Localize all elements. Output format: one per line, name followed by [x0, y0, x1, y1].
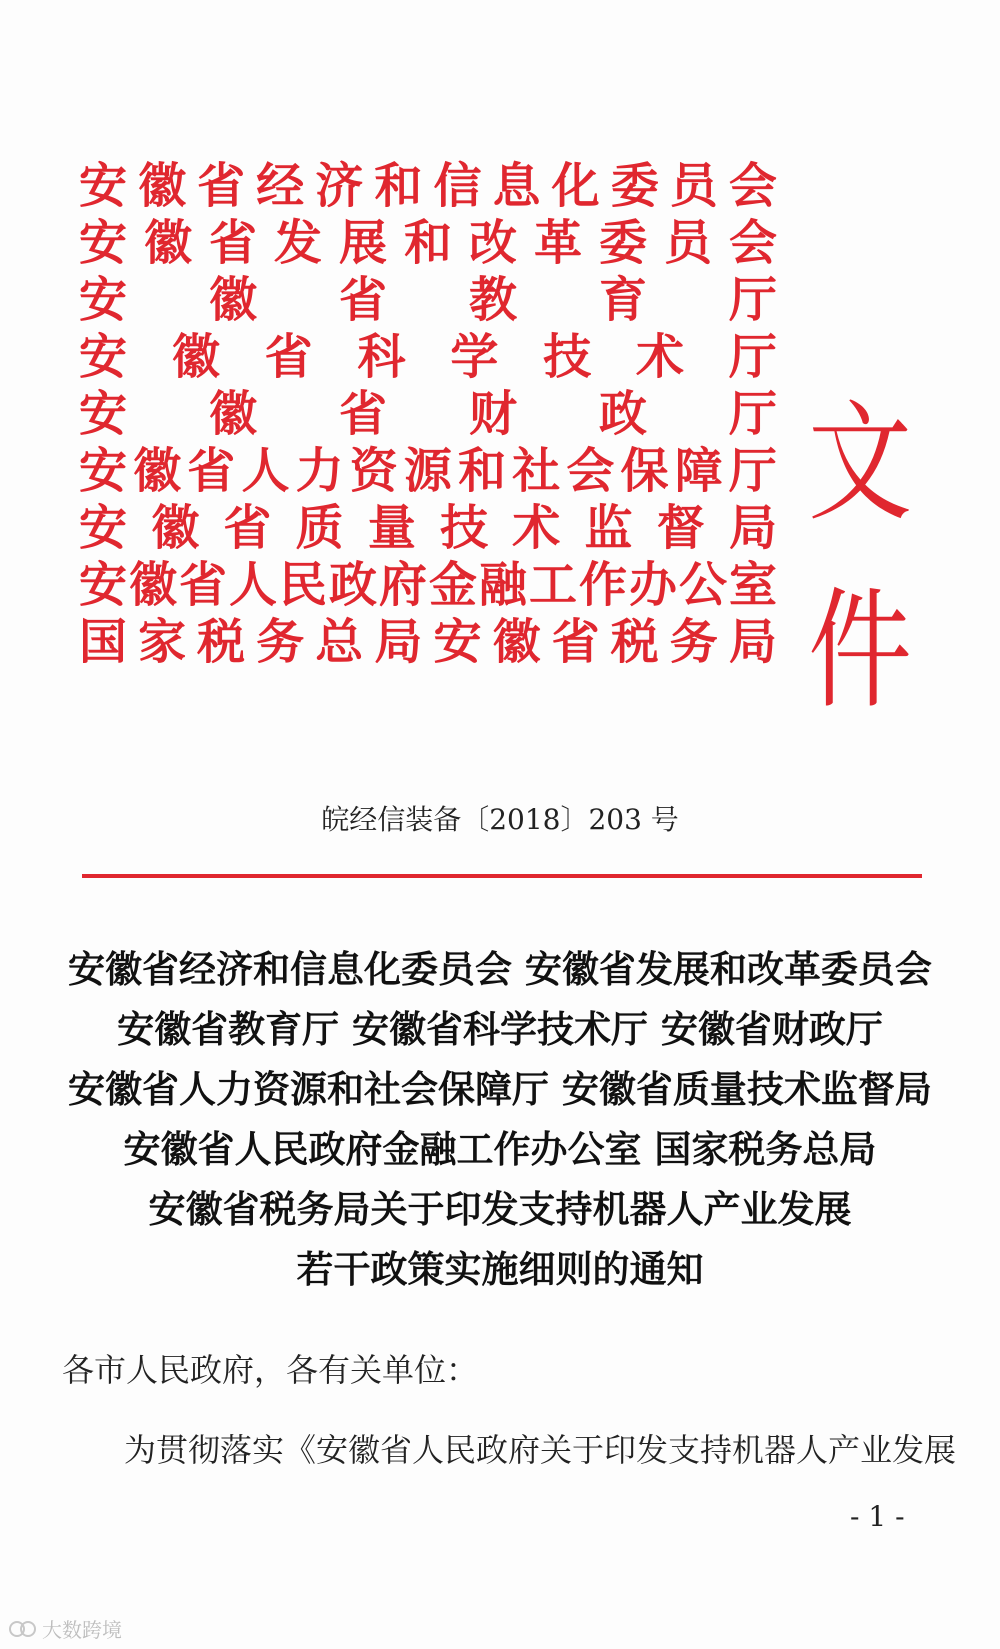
agency-char: 税 [197, 614, 246, 670]
agency-line [78, 329, 778, 386]
agency-char: 公 [678, 557, 727, 613]
agency-char: 徽 [151, 500, 200, 556]
agency-char: 省 [551, 614, 600, 670]
agency-char: 国 [78, 614, 127, 670]
agency-char: 徽 [208, 386, 257, 442]
agency-char: 厅 [728, 443, 777, 499]
agency-char: 力 [295, 443, 344, 499]
agency-char: 和 [403, 215, 452, 271]
agency-char: 会 [728, 215, 777, 271]
agency-char: 息 [492, 158, 541, 214]
agency-line [78, 443, 778, 500]
agency-char: 省 [264, 329, 313, 385]
agency-char: 厅 [728, 272, 777, 328]
agency-char: 安 [78, 272, 127, 328]
agency-line [78, 386, 778, 443]
agency-char: 员 [663, 215, 712, 271]
title-line: 安徽省人民政府金融工作办公室 国家税务总局 [123, 1128, 877, 1171]
agency-line [78, 614, 778, 671]
agency-char: 社 [512, 443, 561, 499]
agency-char: 安 [78, 500, 127, 556]
agency-char: 展 [338, 215, 387, 271]
agency-char: 务 [669, 614, 718, 670]
issuing-agencies-header [78, 158, 778, 671]
agency-char: 安 [78, 215, 127, 271]
agency-char: 家 [138, 614, 187, 670]
agency-char: 办 [628, 557, 677, 613]
agency-char: 员 [669, 158, 718, 214]
agency-char: 量 [367, 500, 416, 556]
agency-char: 济 [315, 158, 364, 214]
agency-char: 督 [656, 500, 705, 556]
agency-char: 和 [374, 158, 423, 214]
watermark-text: 大数跨境 [42, 1618, 122, 1642]
title-line: 安徽省经济和信息化委员会 安徽省发展和改革委员会 [68, 948, 932, 991]
agency-char: 徽 [171, 329, 220, 385]
agency-char: 省 [178, 557, 227, 613]
agency-char: 安 [433, 614, 482, 670]
agency-char: 政 [598, 386, 647, 442]
agency-line [78, 158, 778, 215]
agency-char: 技 [440, 500, 489, 556]
document-label: 文件 [808, 386, 909, 727]
agency-char: 省 [208, 215, 257, 271]
agency-char: 委 [610, 158, 659, 214]
agency-char: 府 [378, 557, 427, 613]
agency-char: 省 [338, 272, 387, 328]
agency-line [78, 557, 778, 614]
agency-char: 安 [78, 158, 127, 214]
agency-char: 厅 [728, 329, 777, 385]
agency-char: 室 [728, 557, 777, 613]
agency-char: 安 [78, 557, 127, 613]
body-paragraph: 为贯彻落实《安徽省人民政府关于印发支持机器人产业发展 [124, 1431, 957, 1469]
agency-line [78, 215, 778, 272]
agency-char: 务 [256, 614, 305, 670]
agency-char: 人 [228, 557, 277, 613]
agency-char: 局 [728, 500, 777, 556]
agency-char: 信 [433, 158, 482, 214]
agency-char: 和 [458, 443, 507, 499]
agency-char: 金 [428, 557, 477, 613]
agency-char: 会 [728, 158, 777, 214]
agency-char: 民 [278, 557, 327, 613]
page-number: - 1 - [850, 1500, 905, 1533]
agency-char: 安 [78, 329, 127, 385]
agency-char: 会 [566, 443, 615, 499]
agency-char: 省 [197, 158, 246, 214]
agency-char: 发 [273, 215, 322, 271]
document-number: 皖经信装备〔2018〕203 号 [321, 803, 679, 836]
agency-char: 局 [728, 614, 777, 670]
agency-char: 术 [512, 500, 561, 556]
agency-char: 局 [374, 614, 423, 670]
agency-char: 省 [187, 443, 236, 499]
agency-char: 人 [241, 443, 290, 499]
agency-char: 徽 [143, 215, 192, 271]
agency-char: 政 [328, 557, 377, 613]
agency-char: 省 [338, 386, 387, 442]
agency-char: 税 [610, 614, 659, 670]
agency-char: 质 [295, 500, 344, 556]
agency-char: 革 [533, 215, 582, 271]
agency-char: 财 [468, 386, 517, 442]
agency-char: 术 [636, 329, 685, 385]
agency-char: 技 [543, 329, 592, 385]
agency-char: 作 [578, 557, 627, 613]
watermark-logo-icon [8, 1618, 38, 1640]
agency-char: 安 [78, 386, 127, 442]
agency-char: 保 [620, 443, 669, 499]
title-line: 若干政策实施细则的通知 [296, 1248, 704, 1291]
agency-char: 徽 [128, 557, 177, 613]
agency-char: 委 [598, 215, 647, 271]
red-divider [82, 874, 922, 878]
agency-char: 教 [468, 272, 517, 328]
title-line: 安徽省教育厅 安徽省科学技术厅 安徽省财政厅 [117, 1008, 883, 1051]
agency-line [78, 272, 778, 329]
agency-char: 安 [78, 443, 127, 499]
salutation: 各市人民政府，各有关单位： [62, 1351, 479, 1389]
agency-char: 融 [478, 557, 527, 613]
agency-char: 徽 [138, 158, 187, 214]
agency-char: 改 [468, 215, 517, 271]
agency-char: 徽 [208, 272, 257, 328]
agency-char: 省 [223, 500, 272, 556]
agency-char: 育 [598, 272, 647, 328]
agency-char: 科 [357, 329, 406, 385]
agency-char: 厅 [728, 386, 777, 442]
agency-char: 监 [584, 500, 633, 556]
title-line: 安徽省人力资源和社会保障厅 安徽省质量技术监督局 [68, 1068, 932, 1111]
agency-char: 工 [528, 557, 577, 613]
title-line: 安徽省税务局关于印发支持机器人产业发展 [148, 1188, 852, 1231]
agency-char: 资 [349, 443, 398, 499]
agency-char: 总 [315, 614, 364, 670]
agency-line [78, 500, 778, 557]
document-title [40, 940, 960, 1300]
agency-char: 徽 [492, 614, 541, 670]
watermark [8, 1614, 122, 1643]
agency-char: 化 [551, 158, 600, 214]
agency-char: 源 [403, 443, 452, 499]
agency-char: 徽 [133, 443, 182, 499]
agency-char: 障 [674, 443, 723, 499]
agency-char: 学 [450, 329, 499, 385]
agency-char: 经 [256, 158, 305, 214]
